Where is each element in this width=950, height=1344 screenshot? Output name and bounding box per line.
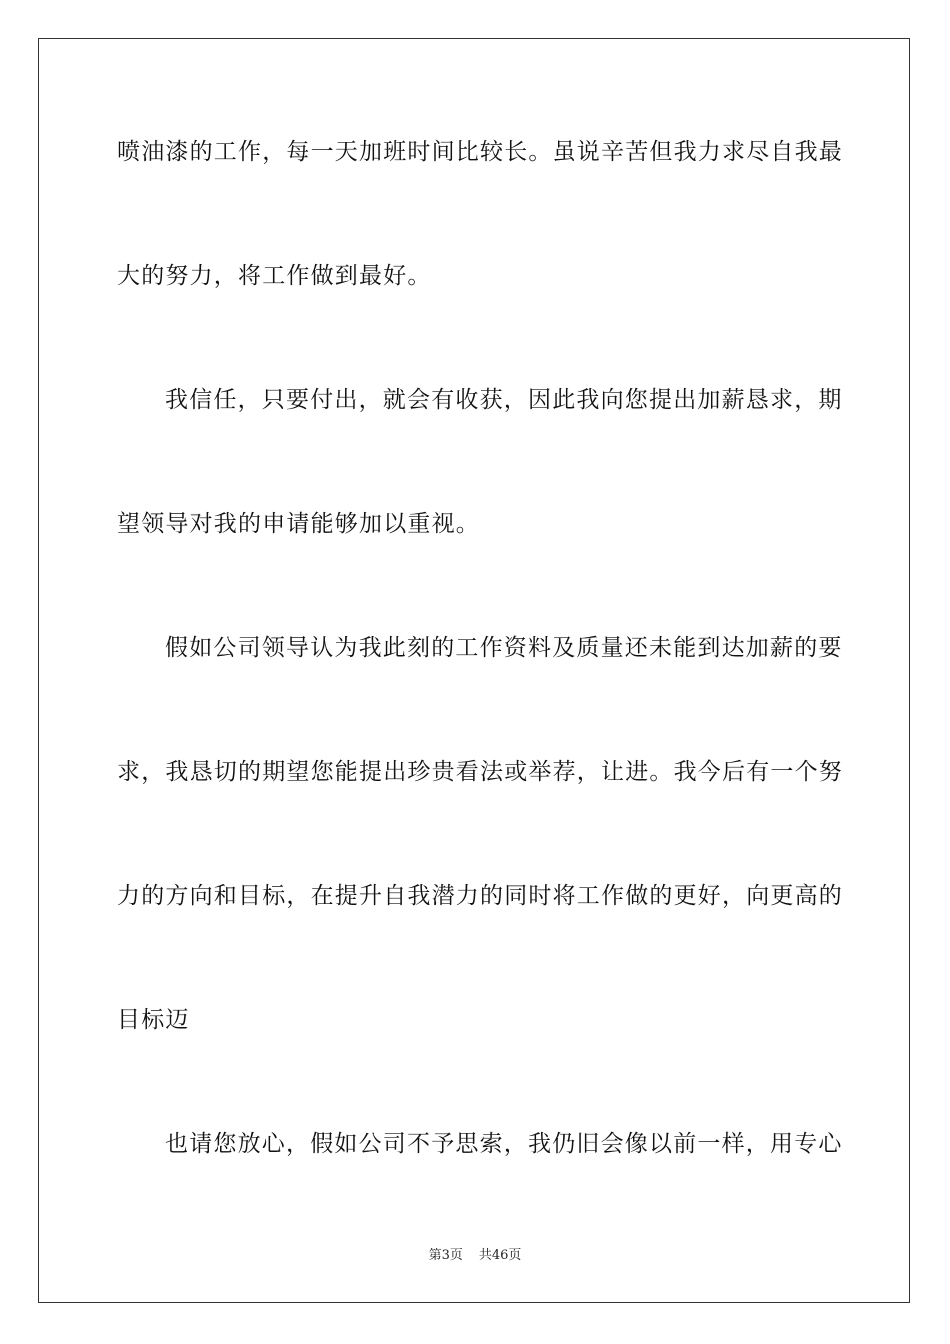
text-line: 目标迈 xyxy=(117,1007,190,1033)
page-number: 第3页 xyxy=(428,1248,463,1263)
page-total: 共46页 xyxy=(478,1248,522,1263)
page-footer xyxy=(0,1247,950,1265)
text-line: 力的方向和目标，在提升自我潜力的同时将工作做的更好，向更高的 xyxy=(117,883,843,909)
text-line: 求，我恳切的期望您能提出珍贵看法或举荐，让进。我今后有一个努 xyxy=(117,759,843,785)
paragraph-first-line: 假如公司领导认为我此刻的工作资料及质量还未能到达加薪的要 xyxy=(165,635,843,661)
text-line: 望领导对我的申请能够加以重视。 xyxy=(117,511,480,537)
text-line: 喷油漆的工作，每一天加班时间比较长。虽说辛苦但我力求尽自我最 xyxy=(117,139,843,165)
paragraph-first-line: 也请您放心，假如公司不予思索，我仍旧会像以前一样，用专心 xyxy=(165,1131,843,1157)
paragraph-first-line: 我信任，只要付出，就会有收获，因此我向您提出加薪恳求，期 xyxy=(165,387,843,413)
text-line: 大的努力，将工作做到最好。 xyxy=(117,263,432,289)
page-border xyxy=(38,38,910,1303)
